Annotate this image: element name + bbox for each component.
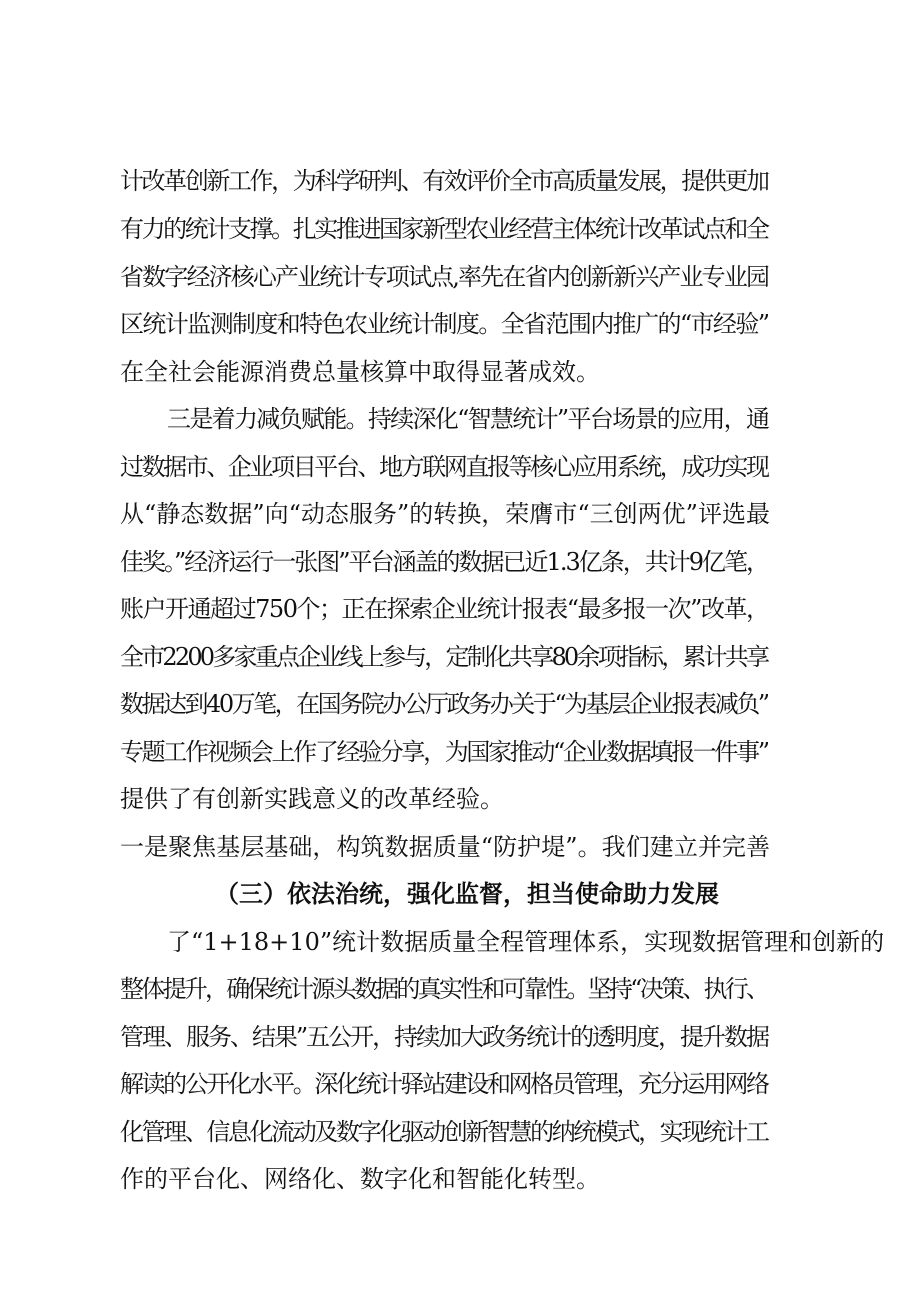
text-line: 有力的统计支撑。扎实推进国家新型农业经营主体统计改革试点和全: [120, 215, 768, 243]
text-line: 整体提升，确保统计源头数据的真实性和可靠性。坚持“决策、执行、: [120, 975, 768, 1003]
text-line: 账户开通超过750个；正在探索企业统计报表“最多报一次”改革，: [120, 595, 769, 623]
text-line: 过数据市、企业项目平台、地方联网直报等核心应用系统，成功实现: [120, 453, 768, 481]
text-line: 在全社会能源消费总量核算中取得显著成效。: [120, 358, 600, 386]
text-line: 化管理、信息化流动及数字化驱动创新智慧的纳统模式，实现统计工: [120, 1118, 768, 1146]
text-line: 区统计监测制度和特色农业统计制度。全省范围内推广的“市经验”: [120, 310, 769, 338]
text-line: 作的平台化、网络化、数字化和智能化转型。: [120, 1165, 600, 1193]
text-line: 专题工作视频会上作了经验分享，为国家推动“企业数据填报一件事”: [120, 738, 768, 766]
text-line: 三是着力减负赋能。持续深化“智慧统计”平台场景的应用，通: [167, 405, 769, 433]
text-line: 省数字经济核心产业统计专项试点,率先在省内创新新兴产业专业园: [120, 263, 769, 291]
text-line: 管理、服务、结果”五公开，持续加大政务统计的透明度，提升数据: [120, 1023, 768, 1051]
text-line: 解读的公开化水平。深化统计驿站建设和网格员管理，充分运用网络: [120, 1070, 768, 1098]
text-line: 计改革创新工作，为科学研判、有效评价全市高质量发展，提供更加: [120, 167, 768, 195]
text-line: 了“1+18+10”统计数据质量全程管理体系，实现数据管理和创新的: [167, 928, 885, 956]
text-line: 佳奖。”经济运行一张图”平台涵盖的数据已近1.3亿条，共计9亿笔，: [120, 548, 768, 576]
text-line: 数据达到40万笔，在国务院办公厅政务办关于“为基层企业报表减负”: [120, 690, 768, 718]
text-line: 从“静态数据”向“动态服务”的转换，荣膺市“三创两优”评选最: [120, 500, 771, 528]
text-line: 一是聚焦基层基础，构筑数据质量“防护堤”。我们建立并完善: [120, 833, 771, 861]
text-line: 提供了有创新实践意义的改革经验。: [120, 785, 504, 813]
text-line: 全市2200多家重点企业线上参与，定制化共享80余项指标，累计共享: [120, 643, 768, 671]
section-heading: （三）依法治统，强化监督，担当使命助力发展: [215, 879, 719, 908]
